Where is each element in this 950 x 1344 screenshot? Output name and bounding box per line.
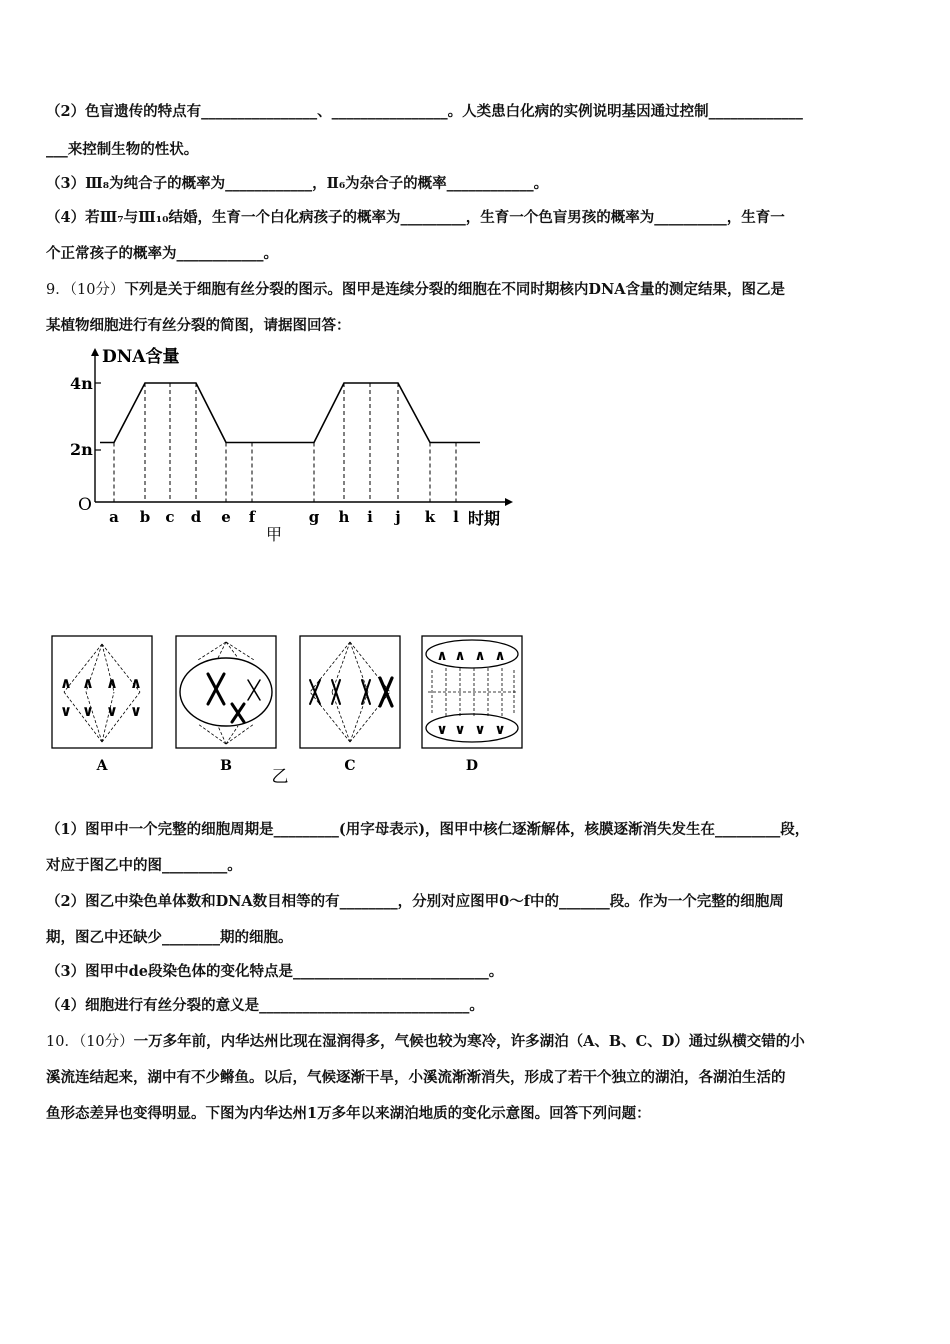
svg-text:∧: ∧ (494, 648, 506, 664)
nuclear-envelope (180, 658, 272, 726)
q8-part3: （3）Ⅲ₈为纯合子的概率为____________，Ⅱ₆为杂合子的概率____________。 (46, 175, 549, 192)
panel-a (52, 636, 152, 774)
x-tick-i: i (367, 508, 373, 526)
q10-stem-text1: 一万多年前，内华达州比现在湿润得多，气候也较为寒冷，许多湖泊（A、B、C、D）通过纵横交错的小 (133, 1033, 805, 1050)
svg-text:∧: ∧ (81, 674, 95, 692)
q9-sub2-line1: （2）图乙中染色单体数和DNA数目相等的有________，分别对应图甲0～f中的_______段。作为一个完整的细胞周 (46, 893, 784, 910)
y-tick-4n: 4n (70, 374, 93, 393)
q9-sub1-line2: 对应于图乙中的图_________。 (46, 857, 242, 874)
panel-b (176, 636, 276, 774)
svg-text:∨: ∨ (105, 702, 119, 720)
q9-stem-line1 (46, 280, 916, 300)
x-axis-arrow (505, 498, 513, 506)
q10-stem-line1 (46, 1032, 916, 1052)
dna-content-chart (60, 340, 530, 550)
q10-stem-line3: 鱼形态差异也变得明显。下图为内华达州1万多年以来湖泊地质的变化示意图。回答下列问题： (46, 1105, 651, 1122)
x-tick-e: e (221, 508, 231, 526)
panel-c (300, 636, 400, 774)
q9-stem-text1: 下列是关于细胞有丝分裂的图示。图甲是连续分裂的细胞在不同时期核内DNA含量的测定结果，图乙是 (124, 281, 786, 298)
dna-series-line (100, 383, 480, 443)
svg-text:∨: ∨ (129, 702, 143, 720)
panel-b-label: B (220, 758, 232, 774)
q9-number: 9．（10分） (46, 282, 125, 298)
x-tick-k: k (424, 508, 436, 526)
panel-c-label: C (344, 758, 356, 774)
mitosis-diagrams (48, 630, 528, 790)
q9-sub3: （3）图甲中de段染色体的变化特点是___________________________。 (46, 963, 504, 980)
svg-text:∨: ∨ (436, 722, 448, 738)
svg-text:∨: ∨ (474, 722, 486, 738)
panel-a-label: A (96, 758, 108, 774)
x-tick-j: j (395, 508, 401, 526)
x-tick-f: f (248, 508, 256, 526)
x-tick-c: c (165, 508, 175, 526)
panel-d-label: D (465, 758, 479, 774)
x-tick-g: g (308, 508, 320, 526)
svg-text:∧: ∧ (436, 648, 448, 664)
q8-part4-line1: （4）若Ⅲ₇与Ⅲ₁₀结婚，生育一个白化病孩子的概率为_________，生育一个色盲男孩的概率为__________，生育一 (46, 209, 785, 226)
q10-number: 10．（10分） (46, 1034, 134, 1050)
x-tick-d: d (190, 508, 202, 526)
x-tick-b: b (139, 508, 151, 526)
x-tick-l: l (453, 508, 459, 526)
panel-d (422, 636, 522, 774)
q8-part2-line2: ___来控制生物的性状。 (46, 141, 199, 158)
q9-sub1-line1: （1）图甲中一个完整的细胞周期是_________(用字母表示)，图甲中核仁逐渐解体，核膜逐渐消失发生在_________段， (46, 821, 810, 838)
y-axis-label: DNA含量 (102, 347, 180, 367)
x-tick-h: h (338, 508, 350, 526)
q10-stem-line2: 溪流连结起来，湖中有不少鳉鱼。以后，气候逐渐干旱，小溪流渐渐消失，形成了若干个独立的湖泊，各湖泊生活的 (46, 1069, 786, 1086)
panel-b-frame (176, 636, 276, 748)
origin-label: O (78, 495, 92, 515)
q8-part2-line1: （2）色盲遗传的特点有________________、________________。人类患白化病的实例说明基因通过控制_____________ (46, 103, 803, 120)
svg-text:∧: ∧ (129, 674, 143, 692)
y-tick-2n: 2n (70, 440, 93, 459)
q9-stem-line2: 某植物细胞进行有丝分裂的简图，请据图回答： (46, 317, 351, 334)
svg-text:∧: ∧ (59, 674, 73, 692)
svg-text:∨: ∨ (494, 722, 506, 738)
x-tick-a: a (109, 508, 119, 526)
chart-caption: 甲 (266, 525, 283, 544)
svg-text:∨: ∨ (81, 702, 95, 720)
figure-yi-caption: 乙 (271, 767, 289, 787)
x-tick-labels (109, 508, 459, 526)
panel-a-frame (52, 636, 152, 748)
y-axis-arrow (91, 348, 99, 356)
q8-part4-line2: 个正常孩子的概率为____________。 (46, 245, 278, 262)
x-axis-label: 时期 (468, 509, 501, 528)
q9-sub2-line2: 期，图乙中还缺少________期的细胞。 (46, 929, 293, 946)
q9-sub4: （4）细胞进行有丝分裂的意义是_____________________________。 (46, 997, 484, 1014)
svg-text:∧: ∧ (474, 648, 486, 664)
svg-text:∧: ∧ (105, 674, 119, 692)
svg-text:∨: ∨ (454, 722, 466, 738)
svg-text:∨: ∨ (59, 702, 73, 720)
svg-text:∧: ∧ (454, 648, 466, 664)
